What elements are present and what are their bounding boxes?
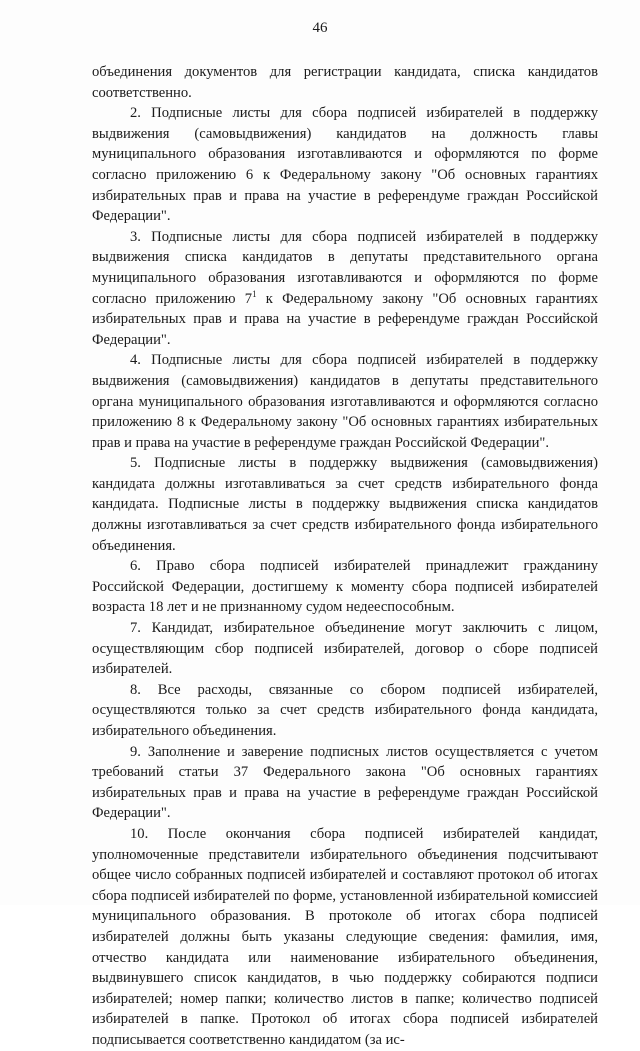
paragraph-3-superscript: 1 — [252, 288, 257, 299]
paragraph-5: 5. Подписные листы в поддержку выдвижения (самовыдвижения) кандидата должны изготавливаться за счет средств избирательного фонда кандидата. Подписные листы в поддержку выдвижения списка кандидатов должны изготавливаться за счет средств избирательного фонда избирательного объединения. — [92, 455, 598, 554]
paragraph-3-text: 3. Подписные листы для сбора подписей избирателей в поддержку выдвижения списка кандидатов в депутаты представительного органа муниципального образования изготавливаются и оформляются по форме согласно приложению 7 — [92, 228, 598, 307]
paragraph-8: 8. Все расходы, связанные со сбором подписей избирателей, осуществляются только за счет средств избирательного фонда кандидата, избирательного объединения. — [92, 681, 598, 739]
paragraph-1-continuation: объединения документов для регистрации кандидата, списка кандидатов соответственно. — [92, 64, 598, 101]
paragraph-2: 2. Подписные листы для сбора подписей избирателей в поддержку выдвижения (самовыдвижения) кандидатов на должность главы муниципального образования изготавливаются и оформляются по форме согласно приложению 6 к Федеральному закону "Об основных гарантиях избирательных прав и права на участие в референдуме граждан Российской Федерации". — [92, 105, 598, 225]
paragraph-3 — [92, 227, 598, 351]
paragraph-9: 9. Заполнение и заверение подписных листов осуществляется с учетом требований статьи 37 Федерального закона "Об основных гарантиях избирательных прав и права на участие в референдуме граждан Российской Федерации". — [92, 743, 598, 822]
paragraph-6: 6. Право сбора подписей избирателей принадлежит гражданину Российской Федерации, достигшему к моменту сбора подписей избирателей возраста 18 лет и не признанному судом недееспособным. — [92, 558, 598, 616]
page-number: 46 — [312, 20, 328, 36]
paragraph-10: 10. После окончания сбора подписей избирателей кандидат, уполномоченные представители избирательного объединения подсчитывают общее число собранных подписей избирателей и составляют протокол об итогах сбора подписей избирателей по форме, установленной избирательной комиссией муниципального образования. В протоколе об итогах сбора подписей избирателей должны быть указаны следующие сведения: фамилия, имя, отчество кандидата или наименование избирательного объединения, выдвинувшего список кандидатов, в чью поддержку собираются подписи избирателей; номер папки; количество листов в папке; количество подписей избирателей в папке. Протокол об итогах сбора подписей избирателей подписывается соответственно кандидатом (за ис- — [92, 825, 598, 1048]
paragraph-7: 7. Кандидат, избирательное объединение могут заключить с лицом, осуществляющим сбор подписей избирателей, договор о сборе подписей избирателей. — [92, 620, 598, 678]
paragraph-4: 4. Подписные листы для сбора подписей избирателей в поддержку выдвижения (самовыдвижения) кандидатов в депутаты представительного органа муниципального образования изготавливаются и оформляются согласно приложению 8 к Федеральному закону "Об основных гарантиях избирательных прав и права на участие в референдуме граждан Российской Федерации". — [92, 352, 598, 451]
document-body — [92, 62, 598, 1051]
paragraph-3-text-end: к Федеральному закону "Об основных гарантиях избирательных прав и права на участие в референдуме граждан Российской Федерации". — [92, 290, 599, 348]
